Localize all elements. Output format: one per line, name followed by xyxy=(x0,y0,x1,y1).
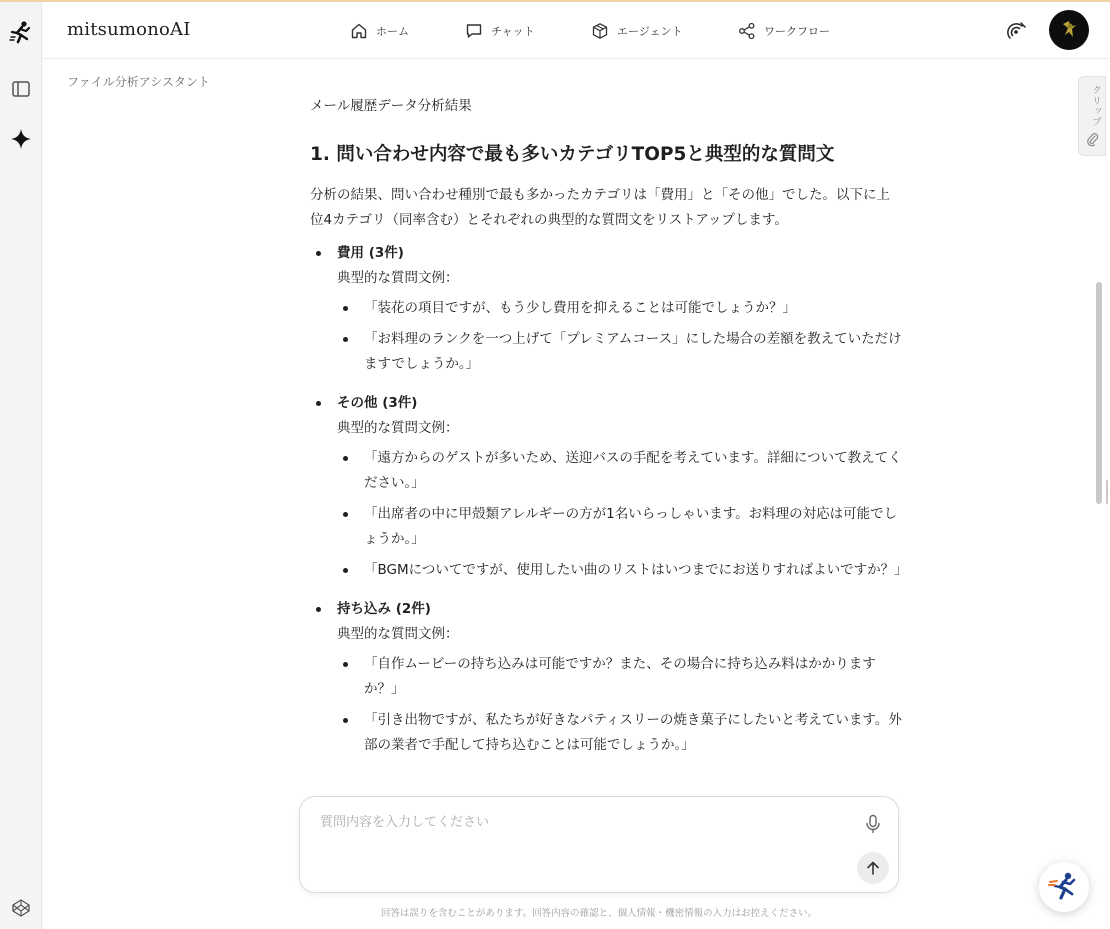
sparkle-icon[interactable] xyxy=(8,126,34,152)
brand-name[interactable]: mitsumonoAI xyxy=(67,19,191,40)
question-item: 「引き出物ですが、私たちが好きなパティスリーの焼き菓子にしたいと考えています。外部の業者で手配して持ち込むことは可能でしょうか。」 xyxy=(337,708,902,758)
panel-resize-handle[interactable] xyxy=(1106,480,1108,504)
nav-workflow[interactable] xyxy=(738,2,830,59)
left-rail xyxy=(0,2,42,929)
cube-icon xyxy=(591,22,609,40)
user-avatar[interactable] xyxy=(1049,10,1089,50)
nav-chat[interactable] xyxy=(465,2,535,59)
arrow-up-icon xyxy=(865,860,881,876)
scrollbar-thumb[interactable] xyxy=(1096,282,1102,504)
response-intro: メール履歴データ分析結果 xyxy=(310,98,472,114)
nav-workflow-label: ワークフロー xyxy=(764,24,830,38)
nav-agent[interactable] xyxy=(591,2,683,59)
sidebar-toggle-icon[interactable] xyxy=(8,76,34,102)
microphone-icon[interactable] xyxy=(862,813,884,835)
response-paragraph: 分析の結果、問い合わせ種別で最も多かったカテゴリは「費用」と「その他」でした。以下に上位4カテゴリ（同率含む）とそれぞれの典型的な質問文をリストアップします。 xyxy=(310,187,890,228)
chat-composer[interactable] xyxy=(299,796,899,893)
category-subtitle: 典型的な質問文例： xyxy=(337,626,459,642)
codepen-icon[interactable] xyxy=(8,895,34,921)
nav-chat-label: チャット xyxy=(491,24,535,38)
category-item xyxy=(310,597,902,758)
send-button[interactable] xyxy=(857,852,889,884)
runner-mascot-icon xyxy=(1047,870,1081,904)
category-item xyxy=(310,391,908,583)
paperclip-icon xyxy=(1086,131,1099,147)
question-input[interactable] xyxy=(320,815,840,830)
disclaimer-text: 回答は誤りを含むことがあります。回答内容の確認と、個人情報・機密情報の入力はお控えください。 xyxy=(380,908,818,919)
clip-tab[interactable] xyxy=(1078,76,1106,156)
chat-response xyxy=(310,94,908,772)
nav-agent-label: エージェント xyxy=(617,24,683,38)
question-item: 「お料理のランクを一つ上げて「プレミアムコース」にした場合の差額を教えていただけますでしょうか。」 xyxy=(337,327,902,377)
broadcast-icon[interactable] xyxy=(1005,19,1029,43)
nav-home[interactable] xyxy=(350,2,409,59)
home-icon xyxy=(350,22,368,40)
response-heading: 1. 問い合わせ内容で最も多いカテゴリTOP5と典型的な質問文 xyxy=(310,144,835,165)
assistant-fab-button[interactable] xyxy=(1039,862,1089,912)
top-header xyxy=(42,2,1110,59)
category-title: その他 (3件) xyxy=(337,395,418,411)
category-item xyxy=(310,241,902,377)
runner-logo-icon[interactable] xyxy=(8,20,34,46)
category-subtitle: 典型的な質問文例： xyxy=(337,420,459,436)
category-title: 持ち込み (2件) xyxy=(337,601,431,617)
avatar-figure-icon xyxy=(1054,15,1084,45)
clip-tab-label: クリップ xyxy=(1090,85,1101,127)
question-item: 「出席者の中に甲殻類アレルギーの方が1名いらっしゃいます。お料理の対応は可能でしょうか。」 xyxy=(337,502,902,552)
question-item: 「BGMについてですが、使用したい曲のリストはいつまでにお送りすればよいですか？」 xyxy=(337,558,902,583)
chat-icon xyxy=(465,22,483,40)
category-title: 費用 (3件) xyxy=(337,245,404,261)
workflow-icon xyxy=(738,22,756,40)
breadcrumb[interactable]: ファイル分析アシスタント xyxy=(67,75,210,89)
nav-home-label: ホーム xyxy=(376,24,409,38)
question-item: 「遠方からのゲストが多いため、送迎バスの手配を考えています。詳細について教えてください。」 xyxy=(337,446,902,496)
question-item: 「装花の項目ですが、もう少し費用を抑えることは可能でしょうか？」 xyxy=(337,296,902,321)
category-subtitle: 典型的な質問文例： xyxy=(337,270,459,286)
question-item: 「自作ムービーの持ち込みは可能ですか？また、その場合に持ち込み料はかかりますか？」 xyxy=(337,652,902,702)
